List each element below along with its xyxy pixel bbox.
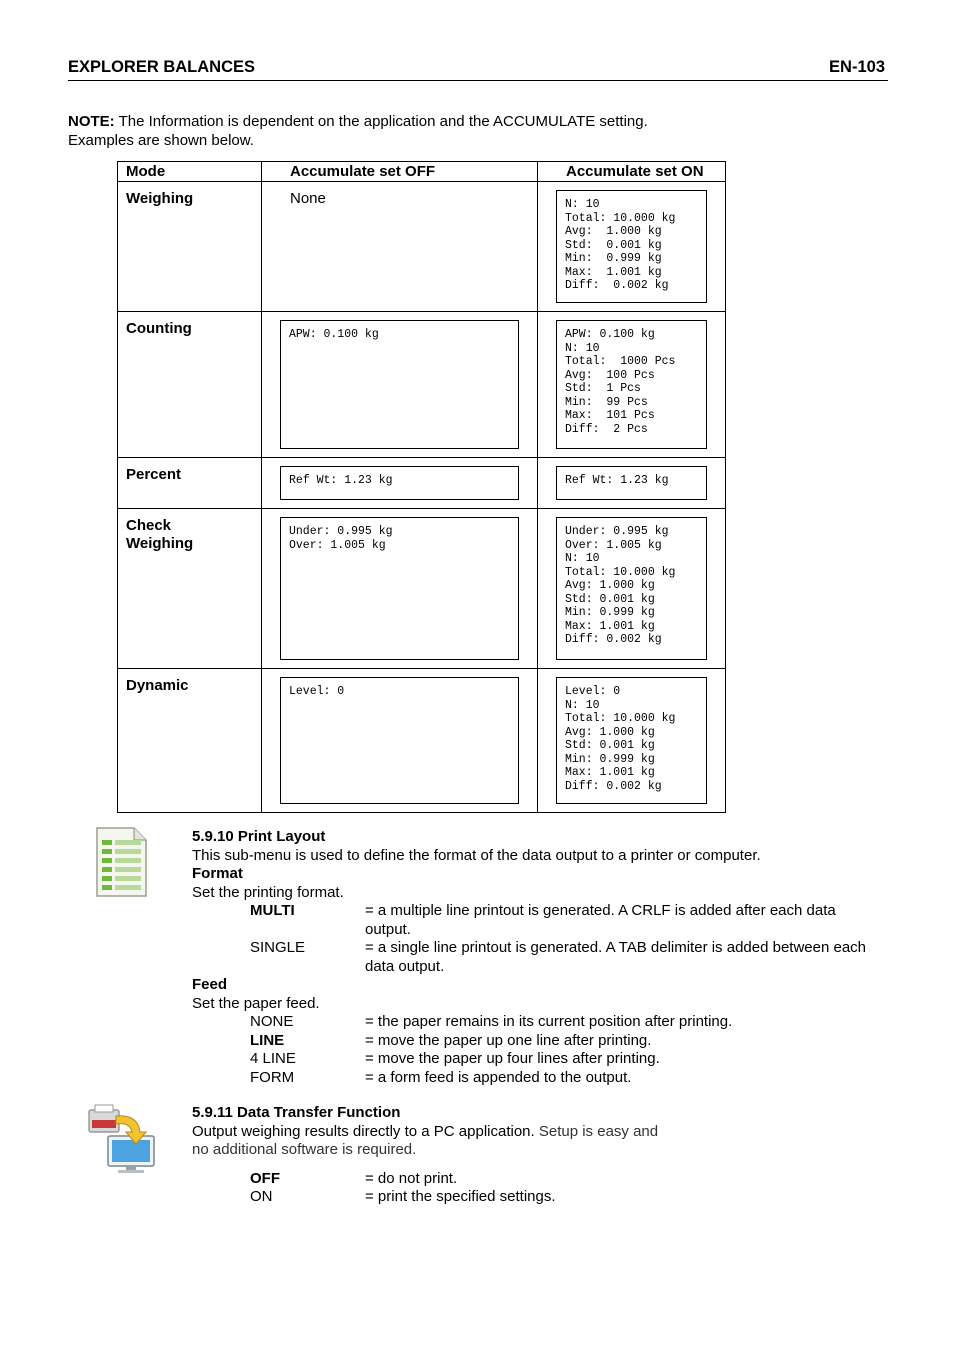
- option-key: 4 LINE: [250, 1050, 296, 1067]
- header-mode: Mode: [118, 162, 262, 182]
- option-value: = move the paper up one line after printing.: [365, 1031, 652, 1049]
- printout-box: Ref Wt: 1.23 kg: [556, 466, 707, 500]
- mode-cell: Dynamic: [118, 669, 262, 813]
- feed-heading: Feed: [192, 976, 228, 993]
- header-title: EXPLORER BALANCES: [68, 58, 256, 76]
- table-row: [118, 182, 726, 312]
- on-cell: [538, 509, 726, 669]
- off-cell: None: [262, 182, 538, 312]
- mode-cell: Weighing: [118, 182, 262, 312]
- on-cell: [538, 312, 726, 458]
- list-item: [192, 1013, 892, 1032]
- note-text: The Information is dependent on the application and the ACCUMULATE setting.: [114, 113, 648, 130]
- section-title: 5.9.10 Print Layout: [192, 828, 326, 845]
- on-cell: [538, 182, 726, 312]
- section-description-2: no additional software is required.: [192, 1141, 417, 1158]
- option-key: NONE: [250, 1013, 294, 1030]
- format-description: Set the printing format.: [192, 883, 344, 901]
- option-value: = do not print.: [365, 1169, 458, 1187]
- list-item: [192, 1188, 892, 1207]
- printout-box: APW: 0.100 kg: [280, 320, 519, 449]
- page-number: EN-103: [829, 58, 885, 76]
- list-item: [192, 939, 892, 976]
- option-key: OFF: [250, 1169, 280, 1187]
- print-layout-section: [192, 828, 892, 1087]
- mode-cell: Check Weighing: [118, 509, 262, 669]
- option-value: = the paper remains in its current position after printing.: [365, 1013, 733, 1030]
- printout-box: Under: 0.995 kg Over: 1.005 kg N: 10 Total: 10.000 kg Avg: 1.000 kg Std: 0.001 kg Min: 0.999 kg Max: 1.001 kg Diff: 0.002 kg: [556, 517, 707, 660]
- printout-box: Ref Wt: 1.23 kg: [280, 466, 519, 500]
- list-item: [192, 1032, 892, 1051]
- header-accumulate-off: Accumulate set OFF: [262, 162, 538, 182]
- accumulate-table: [117, 161, 726, 813]
- printout-box: APW: 0.100 kg N: 10 Total: 1000 Pcs Avg: 100 Pcs Std: 1 Pcs Min: 99 Pcs Max: 101 Pcs Diff: 2 Pcs: [556, 320, 707, 449]
- table-row: [118, 509, 726, 669]
- data-transfer-icon: [86, 1102, 158, 1174]
- off-cell: [262, 669, 538, 813]
- list-item: [192, 1170, 892, 1189]
- table-row: [118, 669, 726, 813]
- page-header: [68, 58, 888, 81]
- printout-box: Level: 0: [280, 677, 519, 804]
- mode-cell: Percent: [118, 458, 262, 509]
- printout-box: Level: 0 N: 10 Total: 10.000 kg Avg: 1.000 kg Std: 0.001 kg Min: 0.999 kg Max: 1.001 kg Diff: 0.002 kg: [556, 677, 707, 804]
- note-paragraph: [68, 113, 648, 150]
- section-description-cont: Setup is easy and: [538, 1122, 659, 1140]
- list-item: [192, 1069, 892, 1088]
- off-cell: [262, 312, 538, 458]
- option-key: ON: [250, 1188, 273, 1205]
- data-transfer-section: [192, 1104, 892, 1207]
- document-list-icon: [94, 826, 148, 898]
- table-row: [118, 458, 726, 509]
- option-value: = a form feed is appended to the output.: [365, 1068, 632, 1086]
- printout-box: N: 10 Total: 10.000 kg Avg: 1.000 kg Std: 0.001 kg Min: 0.999 kg Max: 1.001 kg Diff: 0.002 kg: [556, 190, 707, 303]
- list-item: [192, 1050, 892, 1069]
- table-header-row: [118, 162, 726, 182]
- off-cell: [262, 458, 538, 509]
- section-description: This sub-menu is used to define the format of the data output to a printer or computer.: [192, 846, 761, 864]
- option-value: = a multiple line printout is generated. A CRLF is added after each data output.: [365, 902, 836, 938]
- note-label: NOTE:: [68, 113, 115, 130]
- off-cell: [262, 509, 538, 669]
- note-text-2: Examples are shown below.: [68, 131, 254, 149]
- option-value: = print the specified settings.: [365, 1188, 556, 1205]
- option-key: LINE: [250, 1031, 285, 1049]
- option-value: = a single line printout is generated. A TAB delimiter is added between each data output.: [365, 939, 867, 975]
- on-cell: [538, 669, 726, 813]
- format-heading: Format: [192, 865, 243, 882]
- section-title: 5.9.11 Data Transfer Function: [192, 1104, 401, 1121]
- printout-box: Under: 0.995 kg Over: 1.005 kg: [280, 517, 519, 660]
- mode-cell: Counting: [118, 312, 262, 458]
- feed-description: Set the paper feed.: [192, 994, 320, 1012]
- option-value: = move the paper up four lines after printing.: [365, 1050, 660, 1067]
- option-key: SINGLE: [250, 939, 306, 956]
- table-row: [118, 312, 726, 458]
- section-description: Output weighing results directly to a PC application.: [192, 1122, 539, 1140]
- header-accumulate-on: Accumulate set ON: [538, 162, 726, 182]
- option-key: MULTI: [250, 902, 295, 919]
- list-item: [192, 902, 892, 939]
- option-key: FORM: [250, 1068, 295, 1086]
- on-cell: [538, 458, 726, 509]
